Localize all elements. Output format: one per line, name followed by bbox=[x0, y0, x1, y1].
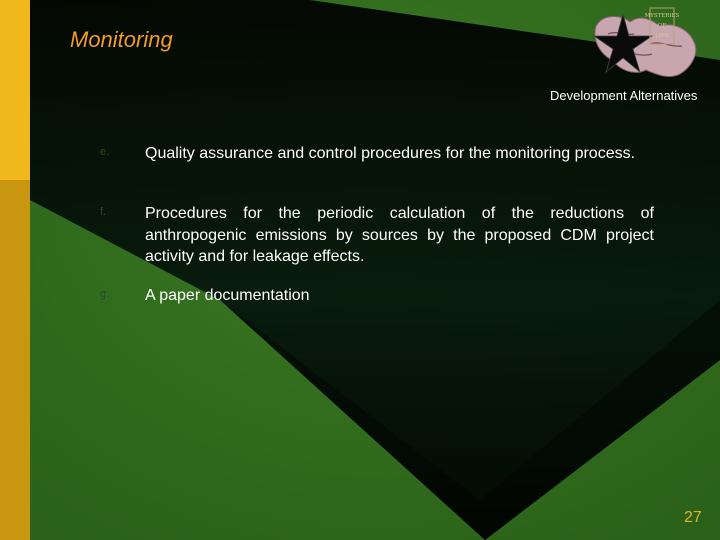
svg-text:MYSTERIES: MYSTERIES bbox=[644, 13, 680, 19]
org-name: Development Alternatives bbox=[550, 88, 698, 103]
list-item-text: Quality assurance and control procedures for the monitoring process. bbox=[145, 145, 636, 162]
side-bar bbox=[0, 0, 30, 540]
svg-text:LIFE: LIFE bbox=[655, 33, 669, 39]
list-item-letter: g. bbox=[100, 288, 110, 300]
list-item-letter: e. bbox=[100, 146, 110, 158]
logo bbox=[590, 4, 708, 86]
list-item-letter: f. bbox=[100, 206, 107, 218]
svg-text:OF: OF bbox=[657, 23, 667, 29]
slide-title: Monitoring bbox=[70, 27, 173, 52]
star-map-logo-icon bbox=[590, 4, 708, 86]
list-item-text: A paper documentation bbox=[145, 287, 310, 304]
page-number: 27 bbox=[684, 509, 702, 526]
list-item-text: Procedures for the periodic calculation of the reductions of anthropogenic emissions by sources by the proposed CDM project activity and for leakage effects. bbox=[145, 205, 654, 265]
